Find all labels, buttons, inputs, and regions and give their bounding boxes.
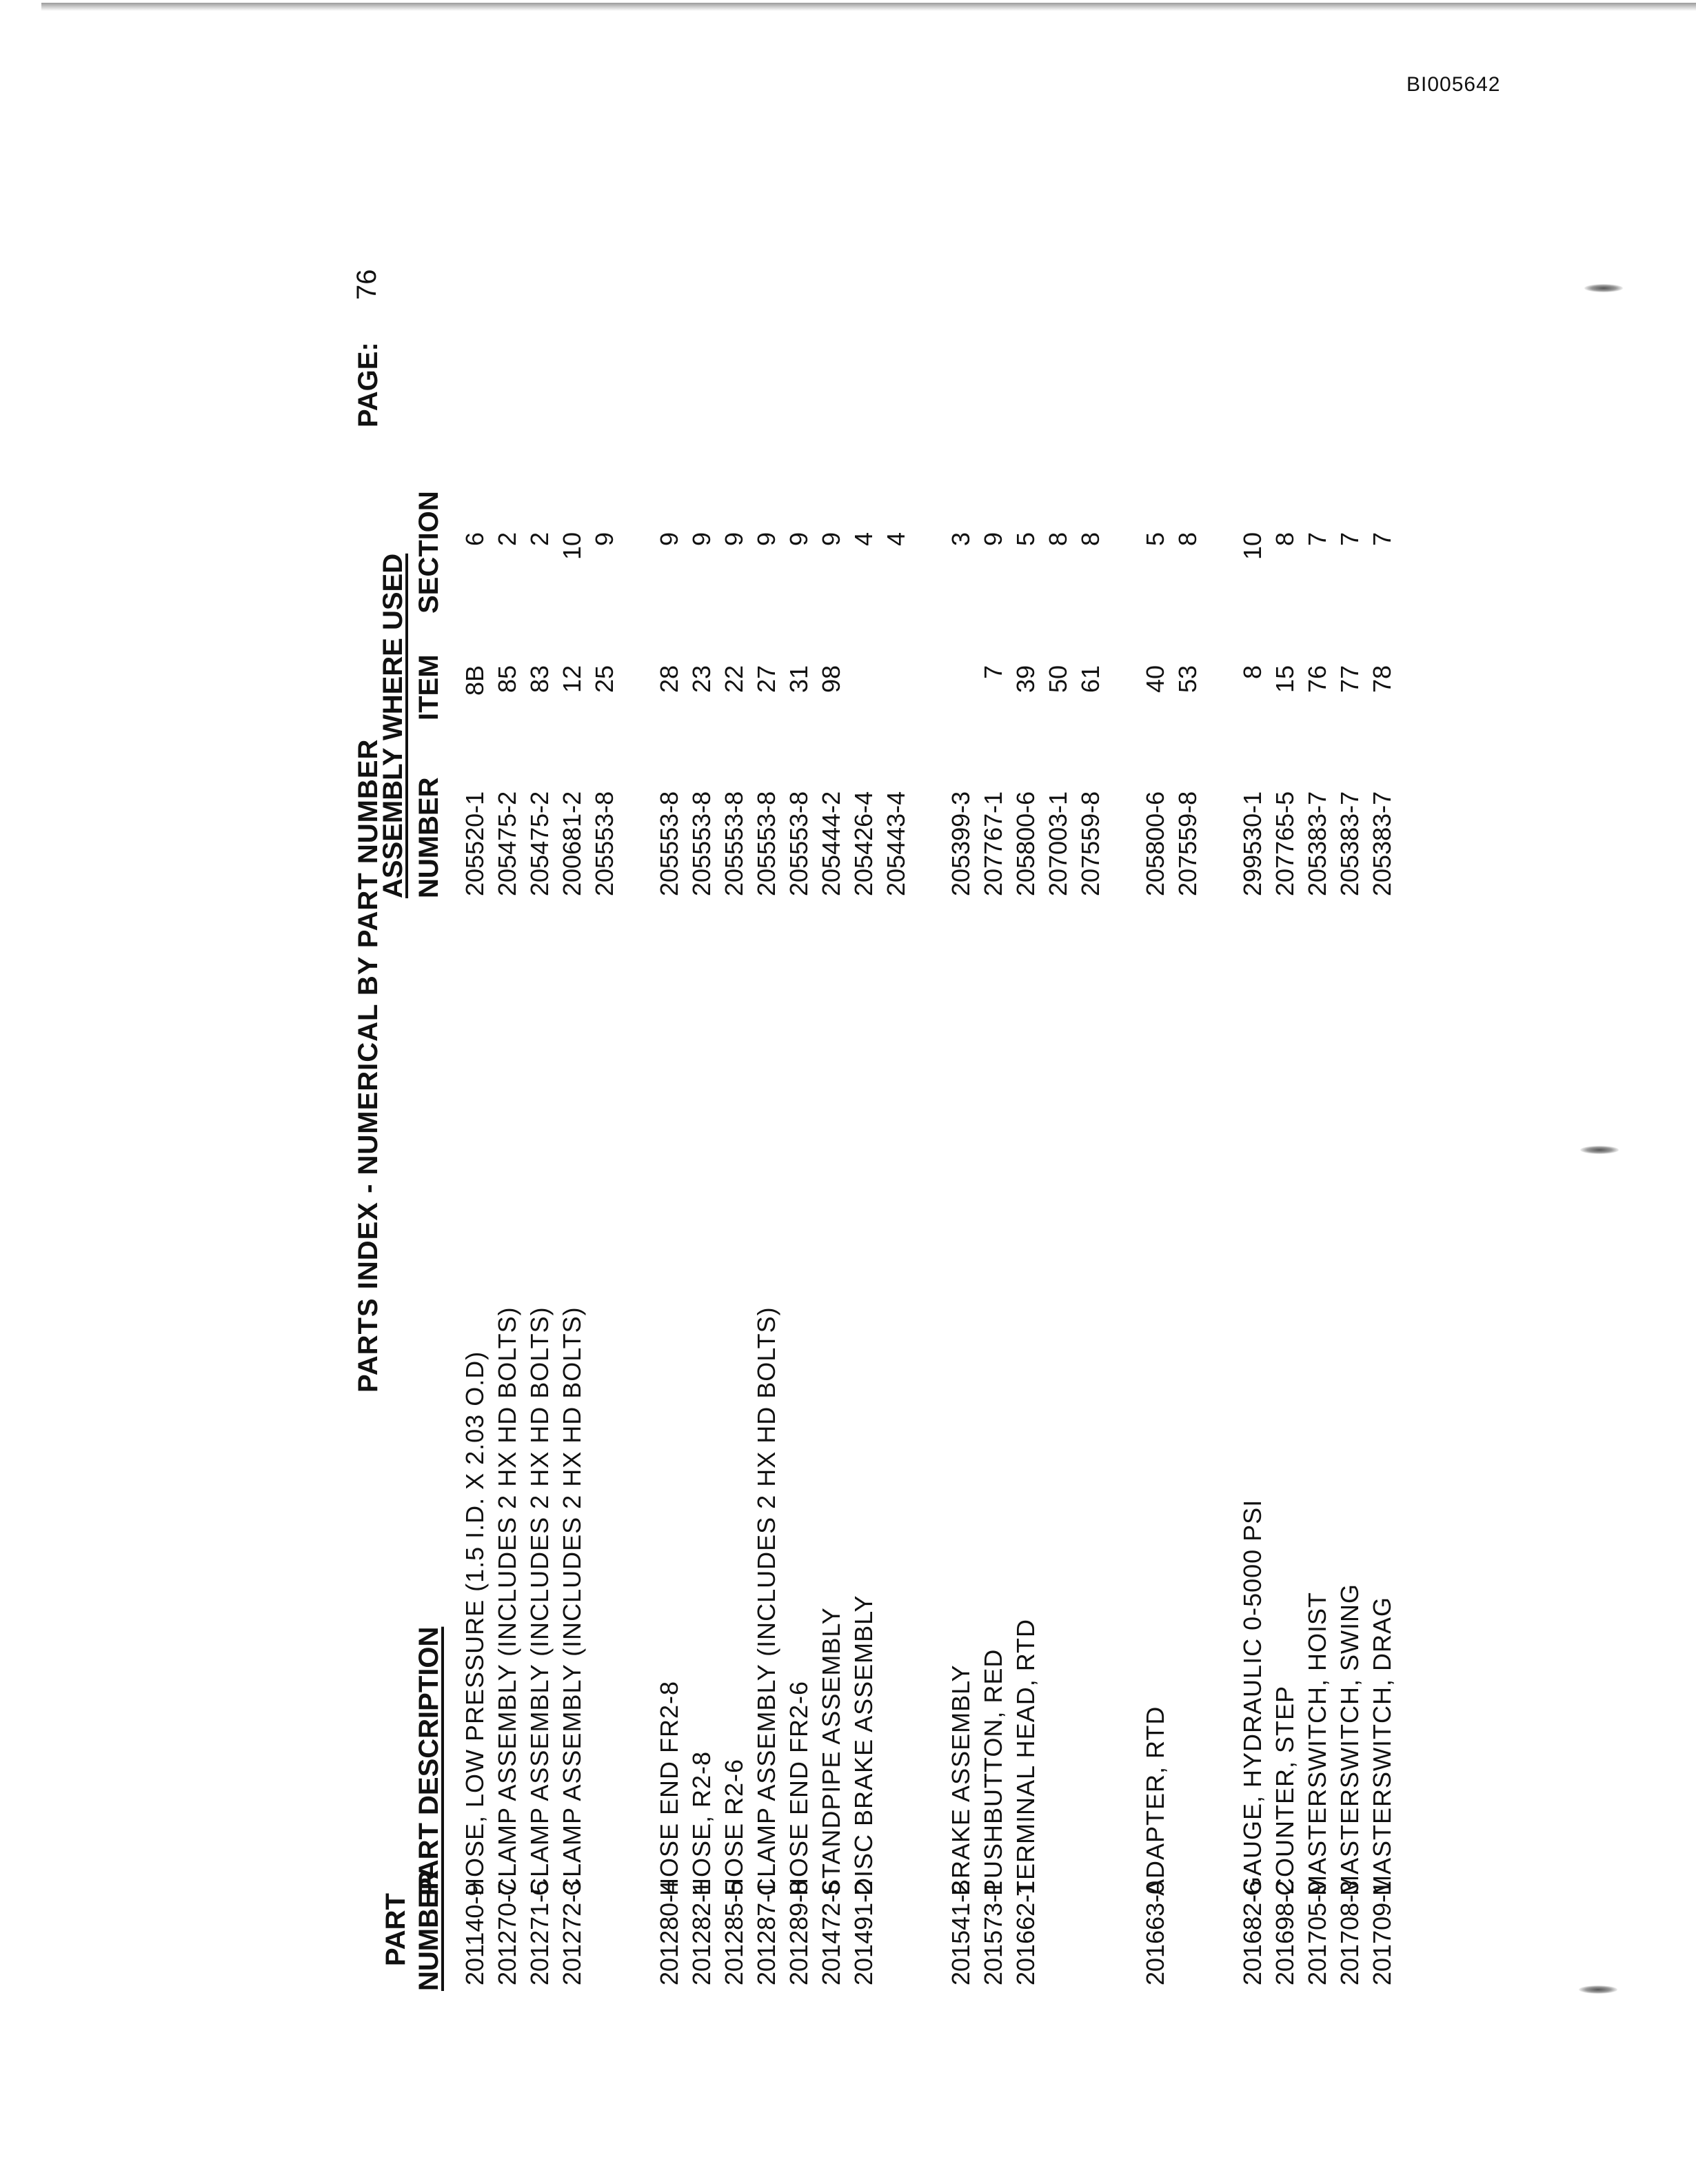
table-row bbox=[785, 234, 817, 2041]
section-cell: 4 bbox=[849, 532, 878, 547]
item-cell: 8B bbox=[461, 665, 489, 696]
page-title: PARTS INDEX - NUMERICAL BY PART NUMBER bbox=[353, 738, 383, 1393]
section-cell: 2 bbox=[493, 532, 521, 547]
page-label: PAGE: bbox=[353, 342, 383, 427]
section-cell: 9 bbox=[979, 532, 1007, 547]
section-cell: 7 bbox=[1335, 532, 1364, 547]
part-number-cell: 201285-5 bbox=[720, 1880, 748, 1985]
table-row bbox=[947, 234, 979, 2041]
header-section: SECTION bbox=[414, 491, 444, 614]
item-cell: 98 bbox=[817, 665, 845, 694]
section-cell: 9 bbox=[687, 532, 716, 547]
table-row bbox=[1271, 234, 1303, 2041]
table-row bbox=[525, 234, 558, 2041]
assembly-number-cell: 299530-1 bbox=[1238, 791, 1266, 896]
document-id: BI005642 bbox=[1406, 73, 1501, 96]
table-row bbox=[882, 234, 914, 2041]
page-number: 76 bbox=[352, 269, 382, 300]
item-cell: 61 bbox=[1076, 665, 1104, 694]
part-description-cell: CLAMP ASSEMBLY (INCLUDES 2 HX HD BOLTS) bbox=[493, 1306, 521, 1896]
assembly-number-cell: 207559-8 bbox=[1076, 791, 1104, 896]
part-description-cell: MASTERSWITCH, HOIST bbox=[1303, 1592, 1331, 1896]
item-cell: 15 bbox=[1271, 665, 1299, 694]
assembly-number-cell: 200681-2 bbox=[558, 791, 586, 896]
item-cell: 53 bbox=[1173, 665, 1202, 694]
section-cell: 5 bbox=[1141, 532, 1169, 547]
section-cell: 9 bbox=[817, 532, 845, 547]
table-row bbox=[1303, 234, 1335, 2041]
assembly-number-cell: 205553-8 bbox=[655, 791, 683, 896]
assembly-number-cell: 205553-8 bbox=[687, 791, 716, 896]
part-number-cell: 201708-3 bbox=[1335, 1880, 1364, 1985]
assembly-number-cell: 205800-6 bbox=[1011, 791, 1040, 896]
section-cell: 6 bbox=[461, 532, 489, 547]
section-cell: 4 bbox=[882, 532, 910, 547]
section-cell: 8 bbox=[1173, 532, 1202, 547]
parts-index-page bbox=[317, 234, 1613, 2041]
table-row bbox=[590, 234, 623, 2041]
part-description-cell: GAUGE, HYDRAULIC 0-5000 PSI bbox=[1238, 1499, 1266, 1896]
part-description-cell: MASTERSWITCH, DRAG bbox=[1368, 1596, 1396, 1896]
row-spacer bbox=[914, 234, 947, 2041]
header-assembly-number: NUMBER bbox=[414, 777, 444, 898]
table-row bbox=[1011, 234, 1044, 2041]
table-row bbox=[1335, 234, 1368, 2041]
section-cell: 5 bbox=[1011, 532, 1040, 547]
part-number-cell: 201472-6 bbox=[817, 1880, 845, 1985]
assembly-number-cell: 205426-4 bbox=[849, 791, 878, 896]
part-description-cell: STANDPIPE ASSEMBLY bbox=[817, 1607, 845, 1896]
section-cell: 8 bbox=[1044, 532, 1072, 547]
assembly-number-cell: 207559-8 bbox=[1173, 791, 1202, 896]
section-cell: 10 bbox=[1238, 532, 1266, 560]
table-row bbox=[1368, 234, 1400, 2041]
section-cell: 7 bbox=[1368, 532, 1396, 547]
assembly-number-cell: 205520-1 bbox=[461, 791, 489, 896]
row-spacer bbox=[1206, 234, 1238, 2041]
part-number-cell: 201698-2 bbox=[1271, 1880, 1299, 1985]
assembly-number-cell: 205800-6 bbox=[1141, 791, 1169, 896]
assembly-number-cell: 207767-1 bbox=[979, 791, 1007, 896]
table-row bbox=[655, 234, 687, 2041]
part-number-cell: 201682-6 bbox=[1238, 1880, 1266, 1985]
item-cell: 12 bbox=[558, 665, 586, 694]
item-cell: 27 bbox=[752, 665, 780, 694]
table-row bbox=[1141, 234, 1173, 2041]
header-part-number: NUMBER bbox=[414, 1870, 444, 1991]
part-description-cell: PUSHBUTTON, RED bbox=[979, 1648, 1007, 1896]
part-description-cell: COUNTER, STEP bbox=[1271, 1685, 1299, 1896]
table-row bbox=[461, 234, 493, 2041]
item-cell: 78 bbox=[1368, 665, 1396, 694]
section-cell: 8 bbox=[1271, 532, 1299, 547]
table-row bbox=[720, 234, 752, 2041]
assembly-number-cell: 205553-8 bbox=[752, 791, 780, 896]
item-cell: 77 bbox=[1335, 665, 1364, 694]
part-number-cell: 201662-1 bbox=[1011, 1880, 1040, 1985]
table-row bbox=[493, 234, 525, 2041]
item-cell: 50 bbox=[1044, 665, 1072, 694]
section-cell: 8 bbox=[1076, 532, 1104, 547]
part-description-cell: CLAMP ASSEMBLY (INCLUDES 2 HX HD BOLTS) bbox=[752, 1306, 780, 1896]
table-row bbox=[752, 234, 785, 2041]
section-cell: 9 bbox=[785, 532, 813, 547]
part-description-cell: BRAKE ASSEMBLY bbox=[947, 1664, 975, 1896]
item-cell: 7 bbox=[979, 665, 1007, 680]
item-cell: 39 bbox=[1011, 665, 1040, 694]
item-cell: 8 bbox=[1238, 665, 1266, 680]
section-cell: 2 bbox=[525, 532, 554, 547]
section-cell: 10 bbox=[558, 532, 586, 560]
assembly-number-cell: 205399-3 bbox=[947, 791, 975, 896]
table-row bbox=[817, 234, 849, 2041]
assembly-number-cell: 207003-1 bbox=[1044, 791, 1072, 896]
header-assembly-where-used: ASSEMBLY WHERE USED bbox=[378, 553, 408, 898]
assembly-number-cell: 205475-2 bbox=[493, 791, 521, 896]
section-cell: 7 bbox=[1303, 532, 1331, 547]
part-description-cell: MASTERSWITCH, SWING bbox=[1335, 1584, 1364, 1896]
part-description-cell: TERMINAL HEAD, RTD bbox=[1011, 1618, 1040, 1896]
assembly-number-cell: 205443-4 bbox=[882, 791, 910, 896]
scan-edge bbox=[41, 3, 1696, 11]
part-description-cell: CLAMP ASSEMBLY (INCLUDES 2 HX HD BOLTS) bbox=[558, 1306, 586, 1896]
item-cell: 28 bbox=[655, 665, 683, 694]
part-number-cell: 201705-9 bbox=[1303, 1880, 1331, 1985]
assembly-number-cell: 205553-8 bbox=[785, 791, 813, 896]
part-number-cell: 201541-2 bbox=[947, 1880, 975, 1985]
table-row bbox=[979, 234, 1011, 2041]
part-number-cell: 201280-4 bbox=[655, 1880, 683, 1985]
header-part: PART bbox=[381, 1893, 411, 1966]
assembly-number-cell: 205383-7 bbox=[1335, 791, 1364, 896]
part-description-cell: HOSE, R2-8 bbox=[687, 1750, 716, 1896]
item-cell: 23 bbox=[687, 665, 716, 694]
table-row bbox=[1076, 234, 1109, 2041]
part-number-cell: 201287-1 bbox=[752, 1880, 780, 1985]
assembly-number-cell: 205553-8 bbox=[720, 791, 748, 896]
table-row bbox=[849, 234, 882, 2041]
section-cell: 9 bbox=[720, 532, 748, 547]
part-description-cell: HOSE END FR2-8 bbox=[655, 1680, 683, 1896]
part-description-cell: HOSE END FR2-6 bbox=[785, 1680, 813, 1896]
assembly-number-cell: 205553-8 bbox=[590, 791, 618, 896]
part-number-cell: 201140-9 bbox=[461, 1882, 489, 1985]
part-number-cell: 201270-7 bbox=[493, 1880, 521, 1985]
item-cell: 25 bbox=[590, 665, 618, 694]
assembly-number-cell: 205383-7 bbox=[1303, 791, 1331, 896]
part-number-cell: 201491-2 bbox=[849, 1880, 878, 1985]
part-number-cell: 201663-0 bbox=[1141, 1880, 1169, 1985]
item-cell: 83 bbox=[525, 665, 554, 694]
assembly-number-cell: 205383-7 bbox=[1368, 791, 1396, 896]
item-cell: 22 bbox=[720, 665, 748, 694]
part-description-cell: CLAMP ASSEMBLY (INCLUDES 2 HX HD BOLTS) bbox=[525, 1306, 554, 1896]
part-description-cell: HOSE, LOW PRESSURE (1.5 I.D. X 2.03 O.D) bbox=[461, 1351, 489, 1896]
item-cell: 85 bbox=[493, 665, 521, 694]
header-item: ITEM bbox=[414, 654, 444, 720]
part-number-cell: 201282-1 bbox=[687, 1880, 716, 1985]
table-row bbox=[1238, 234, 1271, 2041]
row-spacer bbox=[623, 234, 655, 2041]
assembly-number-cell: 205475-2 bbox=[525, 791, 554, 896]
assembly-number-cell: 207765-5 bbox=[1271, 791, 1299, 896]
table-row bbox=[558, 234, 590, 2041]
table-row bbox=[687, 234, 720, 2041]
section-cell: 9 bbox=[590, 532, 618, 547]
table-row bbox=[1173, 234, 1206, 2041]
header-part-description: PART DESCRIPTION bbox=[414, 1626, 444, 1896]
part-number-cell: 201573-1 bbox=[979, 1880, 1007, 1985]
item-cell: 40 bbox=[1141, 665, 1169, 694]
part-number-cell: 201271-5 bbox=[525, 1880, 554, 1985]
part-number-cell: 201289-8 bbox=[785, 1880, 813, 1985]
part-number-cell: 201272-3 bbox=[558, 1880, 586, 1985]
part-number-cell: 201709-1 bbox=[1368, 1880, 1396, 1985]
assembly-number-cell: 205444-2 bbox=[817, 791, 845, 896]
item-cell: 31 bbox=[785, 665, 813, 694]
section-cell: 9 bbox=[752, 532, 780, 547]
item-cell: 76 bbox=[1303, 665, 1331, 694]
table-row bbox=[1044, 234, 1076, 2041]
section-cell: 9 bbox=[655, 532, 683, 547]
part-description-cell: DISC BRAKE ASSEMBLY bbox=[849, 1595, 878, 1896]
parts-table bbox=[461, 234, 1400, 2041]
section-cell: 3 bbox=[947, 532, 975, 547]
part-description-cell: HOSE R2-6 bbox=[720, 1758, 748, 1896]
part-description-cell: ADAPTER, RTD bbox=[1141, 1706, 1169, 1896]
row-spacer bbox=[1109, 234, 1141, 2041]
